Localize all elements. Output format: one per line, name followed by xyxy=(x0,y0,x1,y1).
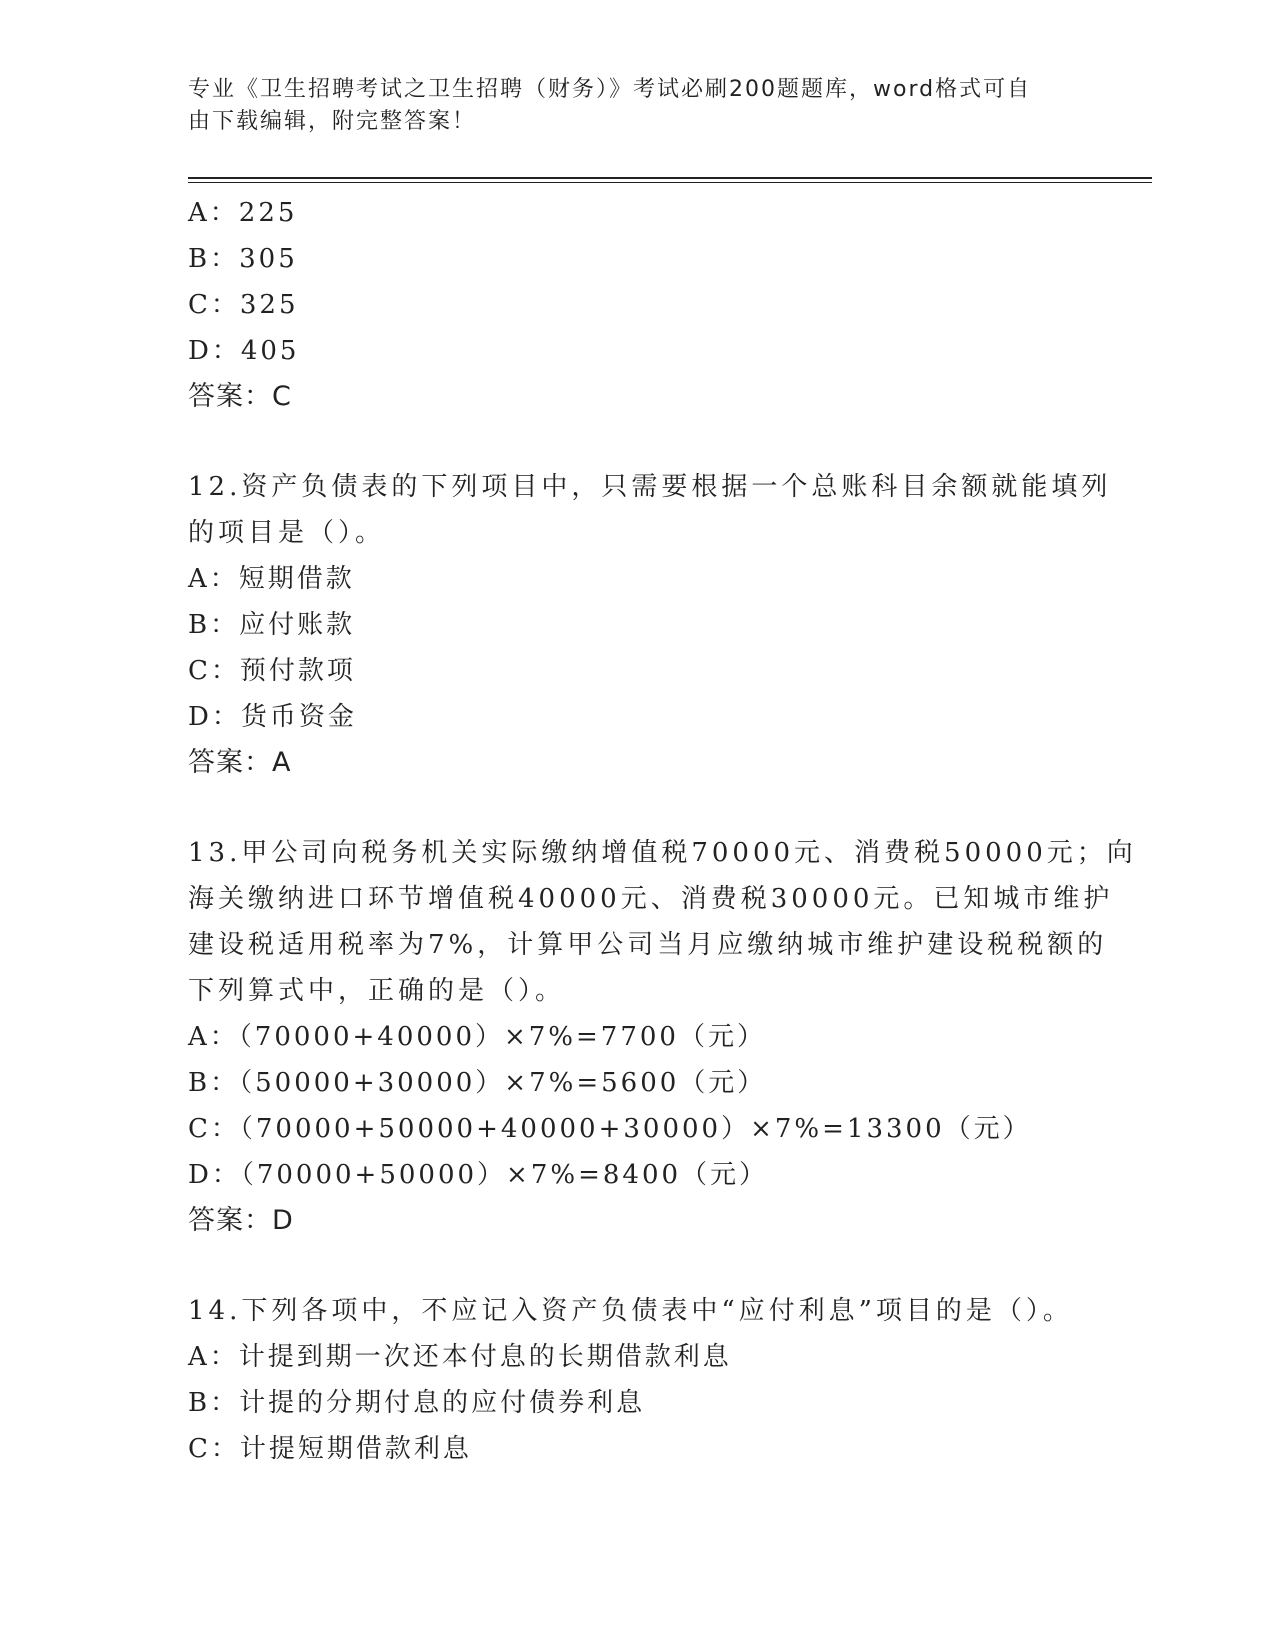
question-14 xyxy=(188,1288,1088,1472)
option-c: C：（70000+50000+40000+30000）×7%=13300（元） xyxy=(188,1114,1032,1144)
option-d: D：（70000+50000）×7%=8400（元） xyxy=(188,1160,769,1190)
answer-line: 答案：D xyxy=(188,1205,294,1236)
option-a: A：计提到期一次还本付息的长期借款利息 xyxy=(188,1342,732,1372)
question-text xyxy=(188,1288,1088,1334)
option-b: B：（50000+30000）×7%=5600（元） xyxy=(188,1068,767,1098)
question-text-line: 海关缴纳进口环节增值税40000元、消费税30000元。已知城市维护 xyxy=(188,884,1114,914)
option-b: B：计提的分期付息的应付债券利息 xyxy=(188,1388,646,1418)
spacer xyxy=(188,786,1088,830)
option-b: B：305 xyxy=(188,244,298,274)
option-a: A：225 xyxy=(188,198,298,228)
document-body xyxy=(188,190,1137,1472)
answer-line: 答案：A xyxy=(188,747,292,778)
question-13 xyxy=(188,830,1137,1244)
spacer xyxy=(188,420,1088,464)
question-text-line: 14.下列各项中，不应记入资产负债表中“应付利息”项目的是（）。 xyxy=(188,1296,1073,1326)
spacer xyxy=(188,1244,1088,1288)
question-text-line: 的项目是（）。 xyxy=(188,518,386,548)
question-text xyxy=(188,830,1137,1014)
question-11-tail xyxy=(188,190,1088,420)
option-c: C：预付款项 xyxy=(188,656,356,686)
option-c: C：计提短期借款利息 xyxy=(188,1434,472,1464)
option-d: D：405 xyxy=(188,336,300,366)
option-c: C：325 xyxy=(188,290,299,320)
header-rule-thick xyxy=(188,177,1152,179)
question-text-line: 建设税适用税率为7%，计算甲公司当月应缴纳城市维护建设税税额的 xyxy=(188,930,1108,960)
question-12 xyxy=(188,464,1112,786)
question-text-line: 下列算式中，正确的是（）。 xyxy=(188,976,566,1006)
header-line-1: 专业《卫生招聘考试之卫生招聘（财务）》考试必刷200题题库，word格式可自 xyxy=(188,77,1032,102)
question-text-line: 12.资产负债表的下列项目中，只需要根据一个总账科目余额就能填列 xyxy=(188,472,1112,502)
header-line-2: 由下载编辑，附完整答案！ xyxy=(188,109,477,134)
option-b: B：应付账款 xyxy=(188,610,356,640)
question-text xyxy=(188,464,1112,556)
document-header xyxy=(188,74,1068,138)
question-text-line: 13.甲公司向税务机关实际缴纳增值税70000元、消费税50000元；向 xyxy=(188,838,1137,868)
option-d: D：货币资金 xyxy=(188,702,357,732)
answer-line: 答案：C xyxy=(188,381,292,412)
header-rule-thin xyxy=(188,182,1152,183)
option-a: A：（70000+40000）×7%=7700（元） xyxy=(188,1022,766,1052)
option-a: A：短期借款 xyxy=(188,564,355,594)
